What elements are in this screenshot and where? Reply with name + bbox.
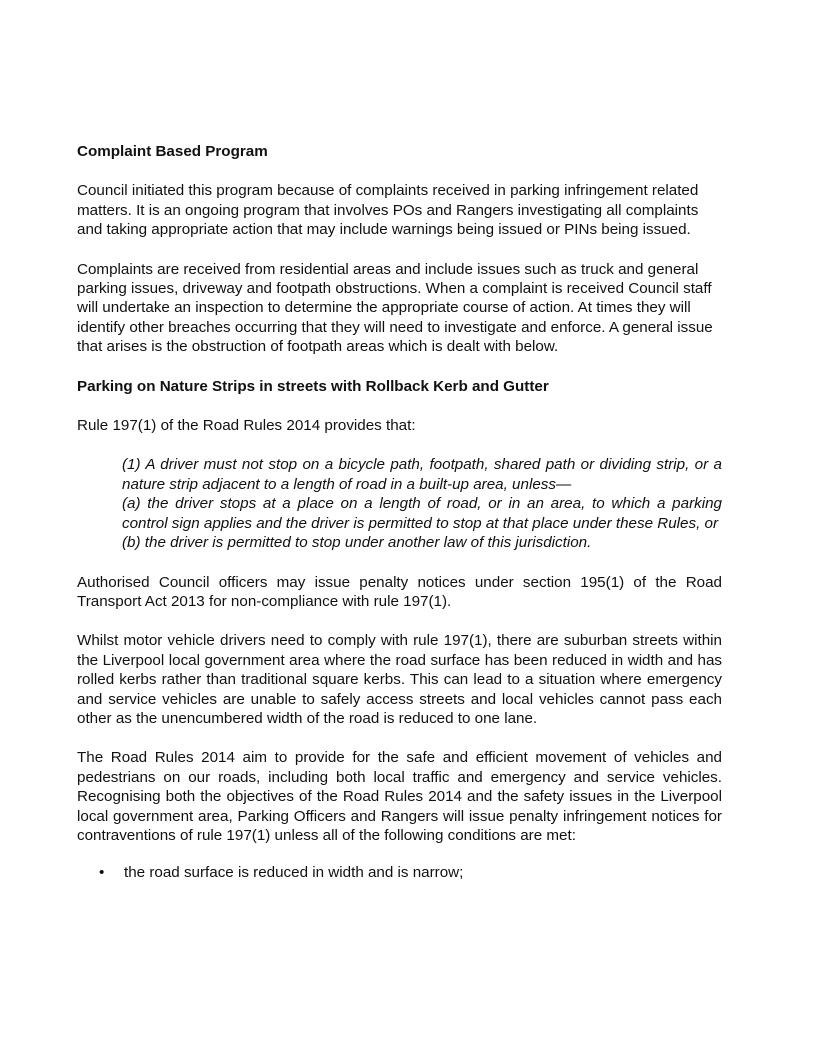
rule-quote (122, 455, 722, 552)
heading-parking-on-nature-strips: Parking on Nature Strips in streets with Rollback Kerb and Gutter (77, 377, 549, 395)
rule-quote-line-b: (b) the driver is permitted to stop under another law of this jurisdiction. (122, 534, 592, 552)
rule-quote-line-a: (a) the driver stops at a place on a length of road, or in an area, to which a parking control sign applies and the driver is permitted to stop at that place under these Rules, or (122, 495, 722, 532)
bullet-icon: • (99, 864, 105, 882)
rule-quote-line-1: (1) A driver must not stop on a bicycle path, footpath, shared path or dividing strip, or a nature strip adjacent to a length of road in a built-up area, unless— (122, 456, 722, 493)
paragraph-whilst-drivers: Whilst motor vehicle drivers need to comply with rule 197(1), there are suburban streets within the Liverpool local government area where the road surface has been reduced in width and has rolled kerbs rather than traditional square kerbs. This can lead to a situation where emergency and service vehicles are unable to safely access streets and local vehicles cannot pass each other as the unencumbered width of the road is reduced to one lane. (77, 632, 722, 727)
heading-complaint-based-program: Complaint Based Program (77, 143, 268, 160)
list-item-text: the road surface is reduced in width and is narrow; (124, 864, 464, 882)
paragraph-program-description: Council initiated this program because of complaints received in parking infringement related matters. It is an ongoing program that involves POs and Rangers investigating all complaints and taking appropriate action that may include warnings being issued or PINs being issued. (77, 182, 699, 239)
document-body (77, 142, 722, 883)
paragraph-complaints-received: Complaints are received from residential areas and include issues such as truck and general parking issues, driveway and footpath obstructions. When a complaint is received Council staff will undertake an inspection to determine the appropriate course of action. At times they will identify other breaches occurring that they will need to investigate and enforce. A general issue that arises is the obstruction of footpath areas which is dealt with below. (77, 260, 713, 356)
list-item (77, 863, 722, 882)
conditions-list (77, 863, 722, 882)
paragraph-road-rules-aim: The Road Rules 2014 aim to provide for the safe and efficient movement of vehicles and pedestrians on our roads, including both local traffic and emergency and service vehicles. Recognising both the objectives of the Road Rules 2014 and the safety issues in the Liverpool local government area, Parking Officers and Rangers will issue penalty infringement notices for contraventions of rule 197(1) unless all of the following conditions are met: (77, 749, 722, 844)
paragraph-rule-intro: Rule 197(1) of the Road Rules 2014 provides that: (77, 417, 416, 435)
paragraph-authorised-officers: Authorised Council officers may issue penalty notices under section 195(1) of the Road Transport Act 2013 for non-compliance with rule 197(1). (77, 573, 722, 610)
